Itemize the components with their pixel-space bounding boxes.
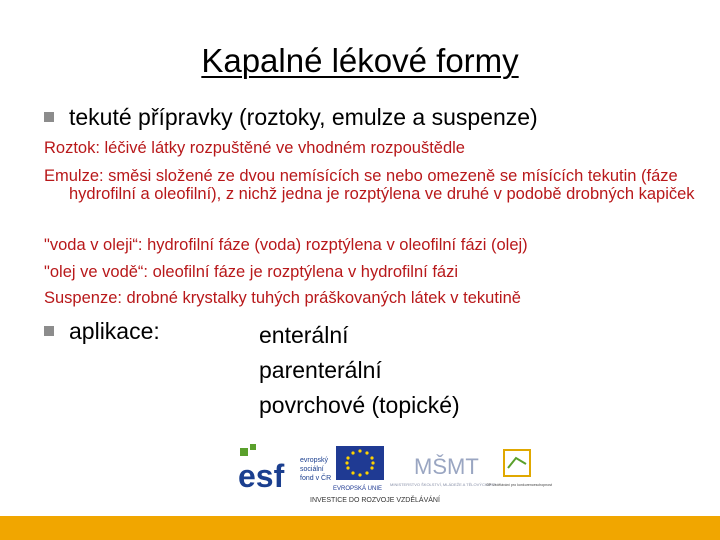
bullet-applications <box>44 318 160 345</box>
eu-caption: EVROPSKÁ UNIE <box>333 486 383 492</box>
esf-line-3: fond v ČR <box>300 475 332 482</box>
esf-mark: esf <box>238 458 285 494</box>
funding-logos <box>236 440 556 510</box>
detail-solution: Roztok: léčivé látky rozpuštěné ve vhodném rozpouštědle <box>44 139 465 157</box>
slide-title: Kapalné lékové formy <box>201 42 519 79</box>
bullet-text: tekuté přípravky (roztoky, emulze a suspenze) <box>69 104 538 130</box>
detail-water-in-oil: "voda v oleji“: hydrofilní fáze (voda) rozptýlena v oleofilní fázi (olej) <box>44 236 528 254</box>
detail-oil-in-water: "olej ve vodě“: oleofilní fáze je rozptýlena v hydrofilní fázi <box>44 263 458 281</box>
msmt-logo <box>390 454 497 487</box>
op-caption: OP Vzdělávání pro konkurenceschopnost <box>486 483 553 487</box>
esf-line-2: sociální <box>300 466 324 473</box>
detail-emulsion: Emulze: směsi složené ze dvou nemísících se nebo omezeně se mísících tekutin (fáze hydrofilní a oleofilní), z nichž jedna je rozptýlena ve druhé v podobě drobných kapiček <box>44 167 695 203</box>
bullet-liquid-forms <box>44 104 538 131</box>
application-enteral: enterální <box>259 322 349 348</box>
esf-logo <box>238 444 331 494</box>
square-bullet-icon <box>44 326 54 336</box>
banner-caption: INVESTICE DO ROZVOJE VZDĚLÁVÁNÍ <box>310 497 440 504</box>
applications-list <box>259 318 460 423</box>
msmt-mark: MŠMT <box>414 454 479 479</box>
msmt-caption: MINISTERSTVO ŠKOLSTVÍ, MLÁDEŽE A TĚLOVÝCHOVY <box>390 482 497 487</box>
application-topical: povrchové (topické) <box>259 392 460 418</box>
square-bullet-icon <box>44 112 54 122</box>
esf-line-1: evropský <box>300 457 329 464</box>
footer-bar <box>0 516 720 540</box>
detail-suspension: Suspenze: drobné krystalky tuhých práškovaných látek v tekutině <box>44 289 521 307</box>
bullet-text: aplikace: <box>69 318 160 344</box>
application-parenteral: parenterální <box>259 357 382 383</box>
eu-flag-logo <box>333 446 384 492</box>
